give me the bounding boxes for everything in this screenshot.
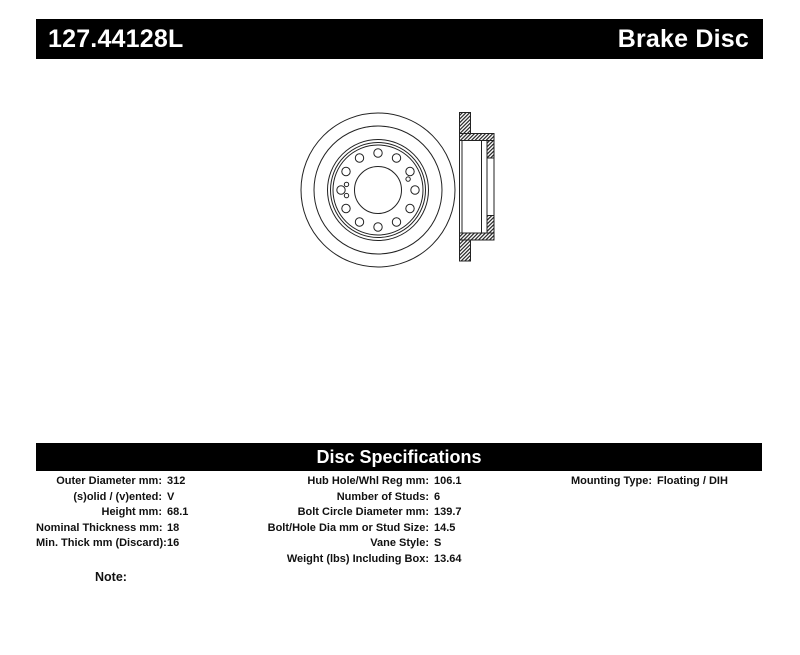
spec-value: Floating / DIH bbox=[657, 475, 728, 487]
spec-value: 312 bbox=[167, 475, 186, 487]
spec-title-bar bbox=[36, 443, 762, 471]
spec-row bbox=[230, 536, 462, 552]
spec-value: S bbox=[434, 537, 442, 549]
spec-row bbox=[230, 474, 462, 490]
spec-row bbox=[36, 505, 188, 521]
spec-value: 16 bbox=[167, 537, 180, 549]
spec-value: 106.1 bbox=[434, 475, 462, 487]
header-bar bbox=[36, 19, 763, 59]
note-label: Note: bbox=[95, 570, 127, 584]
spec-label: (s)olid / (v)ented: bbox=[73, 490, 162, 503]
spec-row bbox=[36, 490, 188, 506]
spec-label: Bolt Circle Diameter mm: bbox=[297, 506, 429, 518]
spec-row bbox=[36, 474, 188, 490]
spec-value: 139.7 bbox=[434, 506, 462, 518]
product-type-title: Brake Disc bbox=[617, 24, 749, 53]
spec-value: 6 bbox=[434, 490, 441, 503]
spec-row bbox=[36, 521, 188, 537]
spec-label: Hub Hole/Whl Reg mm: bbox=[307, 475, 429, 487]
spec-row bbox=[500, 474, 728, 490]
spec-value: 14.5 bbox=[434, 521, 456, 534]
spec-row bbox=[230, 552, 462, 568]
brake-disc-technical-drawing bbox=[280, 95, 520, 295]
spec-label: Number of Studs: bbox=[336, 490, 429, 503]
spec-title: Disc Specifications bbox=[316, 446, 482, 467]
spec-row bbox=[230, 521, 462, 537]
spec-label: Vane Style: bbox=[370, 537, 429, 549]
spec-label: Nominal Thickness mm: bbox=[36, 521, 163, 534]
spec-value: 18 bbox=[167, 521, 180, 534]
spec-row bbox=[230, 505, 462, 521]
spec-label: Outer Diameter mm: bbox=[56, 475, 162, 487]
spec-value: 13.64 bbox=[434, 552, 462, 565]
spec-value: V bbox=[167, 490, 175, 503]
spec-label: Min. Thick mm (Discard): bbox=[36, 537, 167, 549]
spec-column-right bbox=[500, 474, 728, 490]
spec-value: 68.1 bbox=[167, 506, 189, 518]
spec-column-left bbox=[36, 474, 188, 552]
spec-label: Height mm: bbox=[101, 506, 162, 518]
part-number: 127.44128L bbox=[48, 24, 184, 53]
spec-label: Bolt/Hole Dia mm or Stud Size: bbox=[267, 521, 429, 534]
disc-cross-section bbox=[460, 113, 495, 262]
disc-front-view bbox=[301, 113, 455, 267]
spec-column-middle bbox=[230, 474, 462, 567]
spec-row bbox=[36, 536, 188, 552]
spec-row bbox=[230, 490, 462, 506]
spec-label: Weight (lbs) Including Box: bbox=[286, 552, 429, 565]
spec-label: Mounting Type: bbox=[570, 475, 652, 487]
